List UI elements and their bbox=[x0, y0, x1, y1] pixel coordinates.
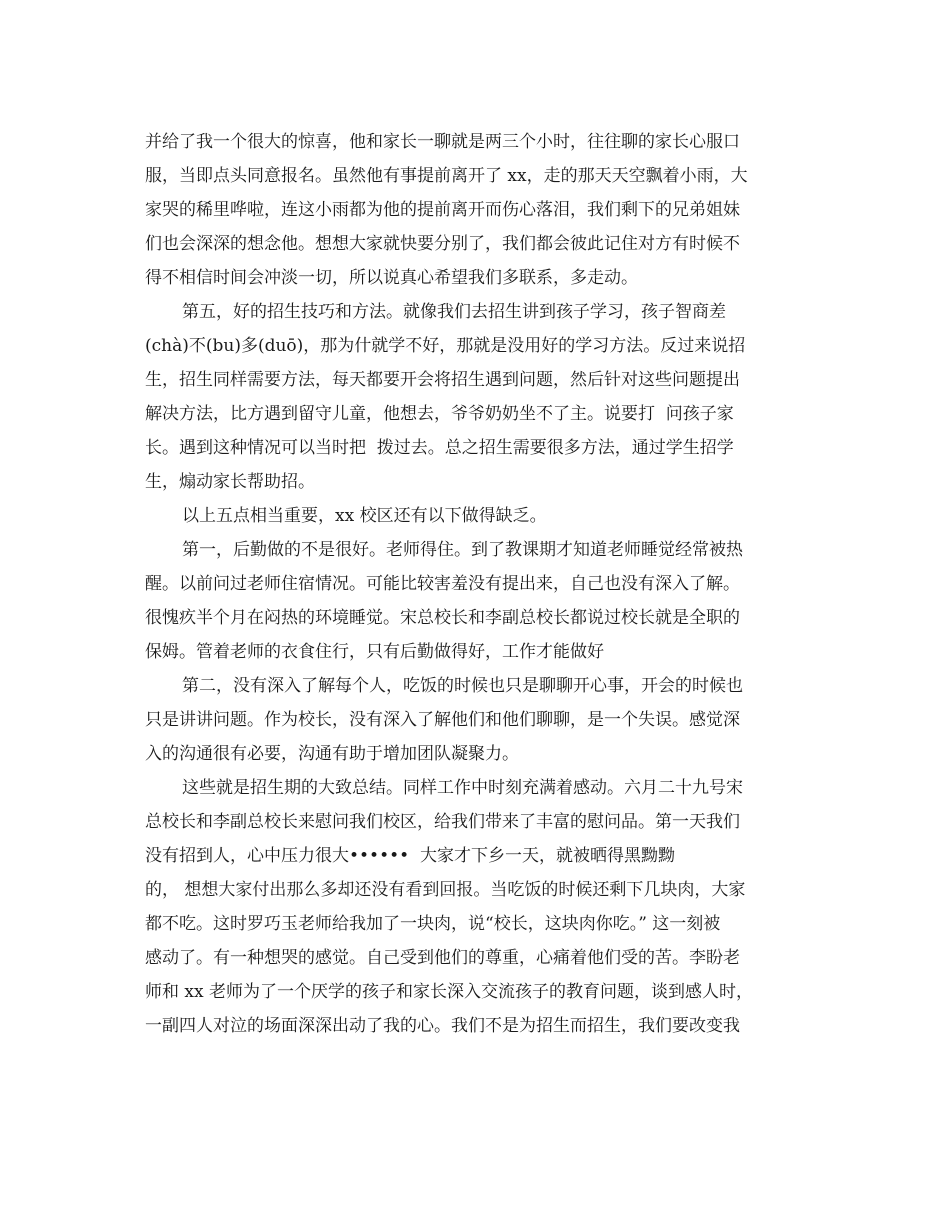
text-line: 师和 xx 老师为了一个厌学的孩子和家长深入交流孩子的教育问题，谈到感人时， bbox=[145, 982, 753, 1002]
text-line: 只是讲讲问题。作为校长，没有深入了解他们和他们聊聊，是一个失误。感觉深 bbox=[145, 710, 740, 730]
text-line: 并给了我一个很大的惊喜，他和家长一聊就是两三个小时，往往聊的家长心服口 bbox=[145, 132, 740, 152]
text-line: 生，煽动家长帮助招。 bbox=[145, 472, 315, 492]
text-line: 服，当即点头同意报名。虽然他有事提前离开了 xx，走的那天天空飘着小雨，大 bbox=[145, 166, 748, 186]
text-line: 生，招生同样需要方法，每天都要开会将招生遇到问题，然后针对这些问题提出 bbox=[145, 370, 740, 390]
text-line: 总校长和李副总校长来慰问我们校区，给我们带来了丰富的慰问品。第一天我们 bbox=[145, 812, 740, 832]
text-line: 保姆。管着老师的衣食住行，只有后勤做得好，工作才能做好 bbox=[145, 642, 604, 662]
paragraph-start-line: 第一，后勤做的不是很好。老师得住。到了教课期才知道老师睡觉经常被热 bbox=[182, 540, 743, 560]
text-line: 的， 想想大家付出那么多却还没有看到回报。当吃饭的时候还剩下几块肉，大家 bbox=[145, 880, 746, 900]
paragraph-start-line: 第五，好的招生技巧和方法。就像我们去招生讲到孩子学习，孩子智商差 bbox=[182, 302, 726, 322]
text-line: 长。遇到这种情况可以当时把 拨过去。总之招生需要很多方法，通过学生招学 bbox=[145, 438, 734, 458]
text-line: 很愧疚半个月在闷热的环境睡觉。宋总校长和李副总校长都说过校长就是全职的 bbox=[145, 608, 740, 628]
text-line: (chà)不(bu)多(duō)，那为什就学不好，那就是没用好的学习方法。反过来说招 bbox=[145, 336, 746, 356]
document-body bbox=[145, 125, 805, 1043]
text-line: 没有招到人，心中压力很大•••••• 大家才下乡一天，就被晒得黑黝黝 bbox=[145, 846, 675, 866]
paragraph-start-line: 以上五点相当重要，xx 校区还有以下做得缺乏。 bbox=[182, 506, 547, 526]
text-line: 得不相信时间会冲淡一切，所以说真心希望我们多联系，多走动。 bbox=[145, 268, 638, 288]
text-line: 家哭的稀里哗啦，连这小雨都为他的提前离开而伤心落泪，我们剩下的兄弟姐妹 bbox=[145, 200, 740, 220]
text-line: 醒。以前问过老师住宿情况。可能比较害羞没有提出来，自己也没有深入了解。 bbox=[145, 574, 740, 594]
text-line: 都不吃。这时罗巧玉老师给我加了一块肉，说“校长，这块肉你吃。” 这一刻被 bbox=[145, 914, 721, 934]
text-line: 感动了。有一种想哭的感觉。自己受到他们的尊重，心痛着他们受的苦。李盼老 bbox=[145, 948, 740, 968]
paragraph-start-line: 第二，没有深入了解每个人，吃饭的时候也只是聊聊开心事，开会的时候也 bbox=[182, 676, 743, 696]
text-line: 一副四人对泣的场面深深出动了我的心。我们不是为招生而招生，我们要改变我 bbox=[145, 1016, 740, 1036]
text-line: 们也会深深的想念他。想想大家就快要分别了，我们都会彼此记住对方有时候不 bbox=[145, 234, 740, 254]
text-line: 入的沟通很有必要，沟通有助于增加团队凝聚力。 bbox=[145, 744, 519, 764]
paragraph-start-line: 这些就是招生期的大致总结。同样工作中时刻充满着感动。六月二十九号宋 bbox=[182, 778, 743, 798]
text-line: 解决方法，比方遇到留守儿童，他想去，爷爷奶奶坐不了主。说要打 问孩子家 bbox=[145, 404, 734, 424]
